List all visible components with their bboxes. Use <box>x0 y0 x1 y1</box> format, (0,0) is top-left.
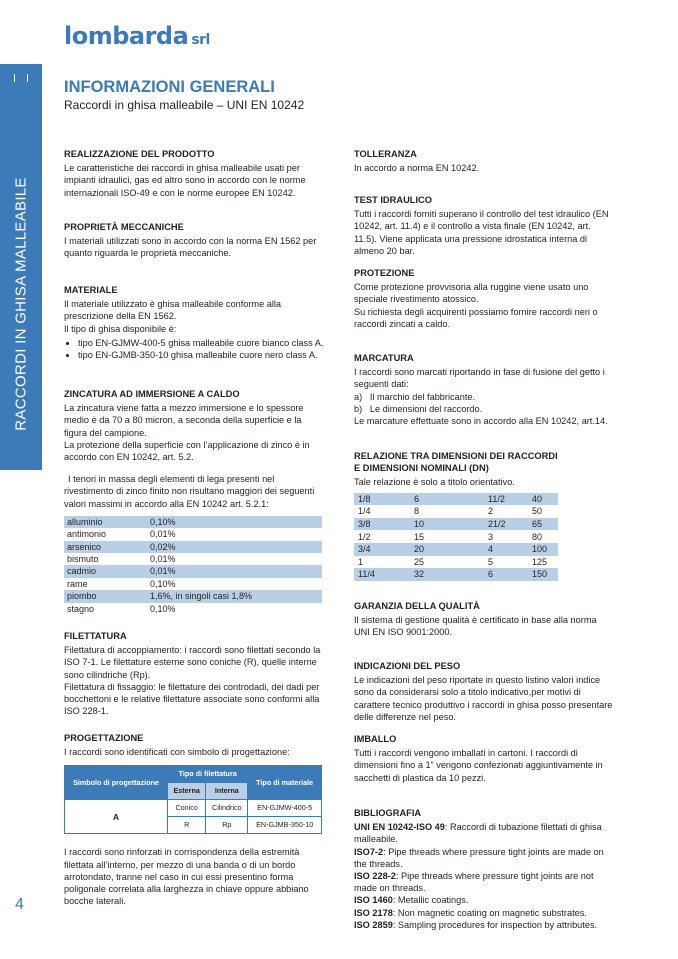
sidebar-label: RACCORDI IN GHISA MALLEABILE <box>12 177 30 431</box>
cell-internal: Cilindrico <box>206 800 248 817</box>
section-tolleranza <box>354 148 614 174</box>
cell-size: 1/4 <box>358 506 371 517</box>
table-row <box>64 516 322 528</box>
dn-table <box>354 493 558 581</box>
text-marcatura: I raccordi sono marcati riportando in fase di fusione del getto i seguenti dati: <box>354 367 605 390</box>
reference-text: : Pipe threads where pressure tight joints are not made on threads. <box>354 871 594 894</box>
text-meccaniche: I materiali utilizzati sono in accordo con la norma EN 1562 per quanto riguarda le proprietà meccaniche. <box>64 236 317 259</box>
list-item: • tipo EN-GJMW-400-5 ghisa malleabile cuore bianco class A. <box>78 337 324 349</box>
reference-item <box>354 821 614 845</box>
text-zincatura-1: La zincatura viene fatta a mezzo immersione e lo spessore medio è da 70 a 80 micron, a seconda della superficie e la figura del campione. <box>64 403 304 438</box>
reference-code: ISO 1460 <box>354 895 393 906</box>
heading-tolleranza: TOLLERANZA <box>354 149 417 159</box>
heading-materiale: MATERIALE <box>64 285 118 295</box>
cell-dn: 50 <box>532 506 543 517</box>
item-label: a) <box>354 391 363 402</box>
page-number: 4 <box>15 896 24 913</box>
element-name: alluminio <box>64 516 137 528</box>
section-test-idraulico <box>354 194 614 257</box>
table-row <box>354 493 558 506</box>
element-name: stagno <box>67 603 95 614</box>
element-name: rame <box>67 578 88 589</box>
text-filettatura-1: Filettatura di accoppiamento: i raccordi sono filettati secondo la ISO 7-1. Le filettature esterne sono coniche (R), quelle interne sono cilindriche (Rp). <box>64 645 321 680</box>
page-subtitle: Raccordi in ghisa malleabile – UNI EN 10242 <box>64 98 305 112</box>
reference-text: : Non magnetic coating on magnetic substrates. <box>392 907 587 918</box>
table-row <box>64 541 322 553</box>
table-row <box>354 518 558 531</box>
text-progettazione-2: I raccordi sono rinforzati in corrispondenza della estremità filettata all’interno, per mezzo di una banda o di un bordo arrotondato, tranne nel caso in cui essi presentino forma poligonale correlata alla larghezza in chiave oppure abbiano bocche laterali. <box>64 847 309 907</box>
heading-test-idraulico: TEST IDRAULICO <box>354 195 432 205</box>
section-meccaniche <box>64 221 324 260</box>
cell-size: 11/2 <box>484 493 528 506</box>
item-text: Le dimensioni del raccordo. <box>369 403 483 414</box>
section-realizzazione <box>64 148 324 199</box>
cell-dn: 25 <box>414 556 425 567</box>
section-relazione <box>354 450 614 581</box>
cell-material: EN-GJMB-350-10 <box>248 817 322 834</box>
cell-dn: 6 <box>410 493 484 506</box>
element-name: arsenico <box>64 541 137 553</box>
cell-size: 3/4 <box>354 543 410 556</box>
text-garanzia: Il sistema di gestione qualità è certificato in base alla norma UNI EN ISO 9001:2000. <box>354 615 597 638</box>
table-row <box>64 528 322 540</box>
design-table <box>64 765 322 834</box>
cell-dn: 8 <box>414 506 420 517</box>
heading-bibliografia: BIBLIOGRAFIA <box>354 808 422 818</box>
cell-dn: 80 <box>532 531 543 542</box>
text-zincatura-2: La protezione della superficie con l’applicazione di zinco è in accordo con EN 10242, art. 5.2. <box>64 439 310 463</box>
composition-table <box>64 516 322 615</box>
heading-imballo: IMBALLO <box>354 734 397 744</box>
reference-code: ISO 2178 <box>354 907 393 918</box>
table-row <box>64 590 322 602</box>
cell-size: 11/4 <box>354 568 410 581</box>
cell-dn: 15 <box>414 531 425 542</box>
heading-protezione: PROTEZIONE <box>354 268 415 278</box>
heading-marcatura: MARCATURA <box>354 353 414 363</box>
reference-text: : Metallic coatings. <box>392 895 469 906</box>
table-row <box>354 568 558 581</box>
section-progettazione <box>64 732 324 907</box>
text-realizzazione: Le caratteristiche dei raccordi in ghisa malleabile usati per impianti idraulici, gas ed altro sono in accordo con le norme internazionali ISO-49 e con le norme europee EN 10242. <box>64 163 306 198</box>
heading-relazione-1: RELAZIONE TRA DIMENSIONI DEI RACCORDI <box>354 451 558 461</box>
table-row <box>64 553 322 565</box>
list-item <box>354 391 614 403</box>
heading-realizzazione: REALIZZAZIONE DEL PRODOTTO <box>64 149 215 159</box>
section-marcatura <box>354 352 614 427</box>
section-zincatura <box>64 388 324 615</box>
item-label: b) <box>354 403 363 414</box>
cell-dn: 40 <box>528 493 558 506</box>
element-value: 0,10% <box>150 578 176 589</box>
reference-item <box>354 870 614 894</box>
element-value: 0,01% <box>150 529 176 540</box>
text-protezione-1: Come protezione provvisoria alla ruggine viene usato uno speciale rivestimento atossico. <box>354 282 589 305</box>
element-value: 1,6%, in singoli casi 1,8% <box>137 590 322 602</box>
element-value: 0,10% <box>137 516 322 528</box>
section-materiale <box>64 284 324 361</box>
element-name: cadmio <box>64 565 137 577</box>
heading-meccaniche: PROPRIETÀ MECCANICHE <box>64 222 184 232</box>
reference-text: : Raccordi di tubazione filettati di ghisa malleabile. <box>354 822 602 845</box>
reference-item <box>354 919 614 931</box>
cell-size: 2 <box>488 506 494 517</box>
text-progettazione: I raccordi sono identificati con simbolo di progettazione: <box>64 747 290 758</box>
cell-dn: 10 <box>410 518 484 531</box>
element-name: piombo <box>64 590 137 602</box>
cell-size: 1/8 <box>354 493 410 506</box>
reference-text: : Pipe threads where pressure tight joints are made on the threads. <box>354 846 604 869</box>
section-protezione <box>354 267 614 330</box>
reference-item <box>354 846 614 870</box>
header-thread-type: Tipo di filettatura <box>168 766 248 783</box>
section-imballo <box>354 733 614 784</box>
element-value: 0,10% <box>150 603 176 614</box>
reference-code: UNI EN 10242-ISO 49 <box>354 822 445 833</box>
heading-filettatura: FILETTATURA <box>64 631 127 641</box>
list-item: • tipo EN-GJMB-350-10 ghisa malleabile cuore nero class A. <box>78 349 324 361</box>
cell-external: R <box>168 817 206 834</box>
text-tolleranza: In accordo a norma EN 10242. <box>354 163 480 174</box>
header-internal: Interna <box>206 783 248 800</box>
heading-peso: INDICAZIONI DEL PESO <box>354 661 461 671</box>
cell-dn: 125 <box>532 556 548 567</box>
reference-text: : Sampling procedures for inspection by attributes. <box>392 919 598 930</box>
brand-suffix: srl <box>191 32 210 48</box>
cell-dn: 20 <box>410 543 484 556</box>
marcatura-note: Le marcature effettuate sono in accordo alla EN 10242, art.14. <box>354 416 608 427</box>
table-row <box>354 530 558 543</box>
header-material-type: Tipo di materiale <box>248 766 322 800</box>
text-filettatura-2: Filettatura di fissaggio: le filettature dei controdadi, dei dadi per bocchettoni e le relative filettature associate sono conformi alla ISO 228-1. <box>64 681 320 717</box>
cell-size: 3/8 <box>354 518 410 531</box>
cell-material: EN-GJMW-400-5 <box>248 800 322 817</box>
design-symbol: A <box>65 800 168 834</box>
heading-garanzia: GARANZIA DELLA QUALITÀ <box>354 601 480 611</box>
header-symbol: Simbolo di progettazione <box>65 766 168 800</box>
cell-size: 1 <box>358 556 364 567</box>
cell-size: 3 <box>488 531 494 542</box>
text-test-idraulico: Tutti i raccordi forniti superano il controllo del test idraulico (EN 10242, art. 11.4) e il controllo a vista finale (EN 10242, art. 11.5). Viene applicata una pressione idrostatica interna di almeno 20 bar. <box>354 209 609 256</box>
element-name: antimonio <box>67 529 107 540</box>
heading-relazione-2: E DIMENSIONI NOMINALI (DN) <box>354 463 489 474</box>
page-title: INFORMAZIONI GENERALI <box>64 78 275 96</box>
cell-size: 6 <box>484 568 528 581</box>
heading-progettazione: PROGETTAZIONE <box>64 733 144 743</box>
brand-logo <box>64 22 210 50</box>
reference-item <box>354 894 614 906</box>
sidebar-band <box>0 64 42 470</box>
reference-code: ISO7-2 <box>354 846 384 857</box>
list-item <box>354 403 614 415</box>
section-garanzia <box>354 600 614 639</box>
table-row <box>354 505 558 518</box>
materiale-list <box>64 337 324 361</box>
element-value: 0,02% <box>137 541 322 553</box>
table-row <box>354 556 558 569</box>
text-materiale-2: Il tipo di ghisa disponibile è: <box>64 323 177 334</box>
cell-size: 4 <box>484 543 528 556</box>
text-materiale-1: Il materiale utilizzato è ghisa malleabile conforme alla prescrizione della EN 1562. <box>64 299 282 322</box>
table-header-row <box>65 766 322 783</box>
heading-zincatura: ZINCATURA AD IMMERSIONE A CALDO <box>64 389 240 399</box>
cell-size: 21/2 <box>484 518 528 531</box>
table-row <box>64 603 322 615</box>
section-peso <box>354 660 614 723</box>
cell-size: 5 <box>488 556 494 567</box>
table-row <box>65 800 322 817</box>
element-value: 0,01% <box>137 565 322 577</box>
table-row <box>64 565 322 577</box>
text-zincatura-3: I tenori in massa degli elementi di lega presenti nel rivestimento di zinco finito non risultano maggiori dei seguenti valori massimi in accordo alla EN 10242 art. 5.2.1: <box>64 474 315 509</box>
section-filettatura <box>64 630 324 717</box>
text-relazione: Tale relazione è solo a titolo orientativo. <box>354 477 515 488</box>
table-row <box>64 578 322 590</box>
item-text: Il marchio del fabbricante. <box>369 391 476 402</box>
table-row <box>354 543 558 556</box>
cell-size: 1/2 <box>358 531 371 542</box>
cell-dn: 32 <box>410 568 484 581</box>
text-peso: Le indicazioni del peso riportate in questo listino valori indice sono da considerarsi solo a titolo indicativo,per motivi di carattere tecnico produttivo i raccordi in ghisa posso presentare delle differenze nel peso. <box>354 675 613 722</box>
reference-code: ISO 2859 <box>354 919 393 930</box>
cell-dn: 150 <box>528 568 558 581</box>
element-name: bismuto <box>67 554 99 565</box>
section-bibliografia <box>354 807 614 931</box>
cell-dn: 65 <box>528 518 558 531</box>
reference-item <box>354 907 614 919</box>
text-protezione-2: Su richiesta degli acquirenti possiamo fornire raccordi neri o raccordi zincati a caldo. <box>354 306 598 329</box>
cell-internal: Rp <box>206 817 248 834</box>
cell-external: Conico <box>168 800 206 817</box>
text-imballo: Tutti i raccordi vengono imballati in cartoni. I raccordi di dimensioni fino a 1” vengono confezionati aggiuntivamente in sacchetti di plastica da 10 pezzi. <box>354 748 603 783</box>
brand-name: lombarda <box>64 22 189 50</box>
menu-icon <box>14 74 28 82</box>
element-value: 0,01% <box>150 554 176 565</box>
header-external: Esterna <box>168 783 206 800</box>
cell-dn: 100 <box>528 543 558 556</box>
reference-code: ISO 228-2 <box>354 871 396 882</box>
